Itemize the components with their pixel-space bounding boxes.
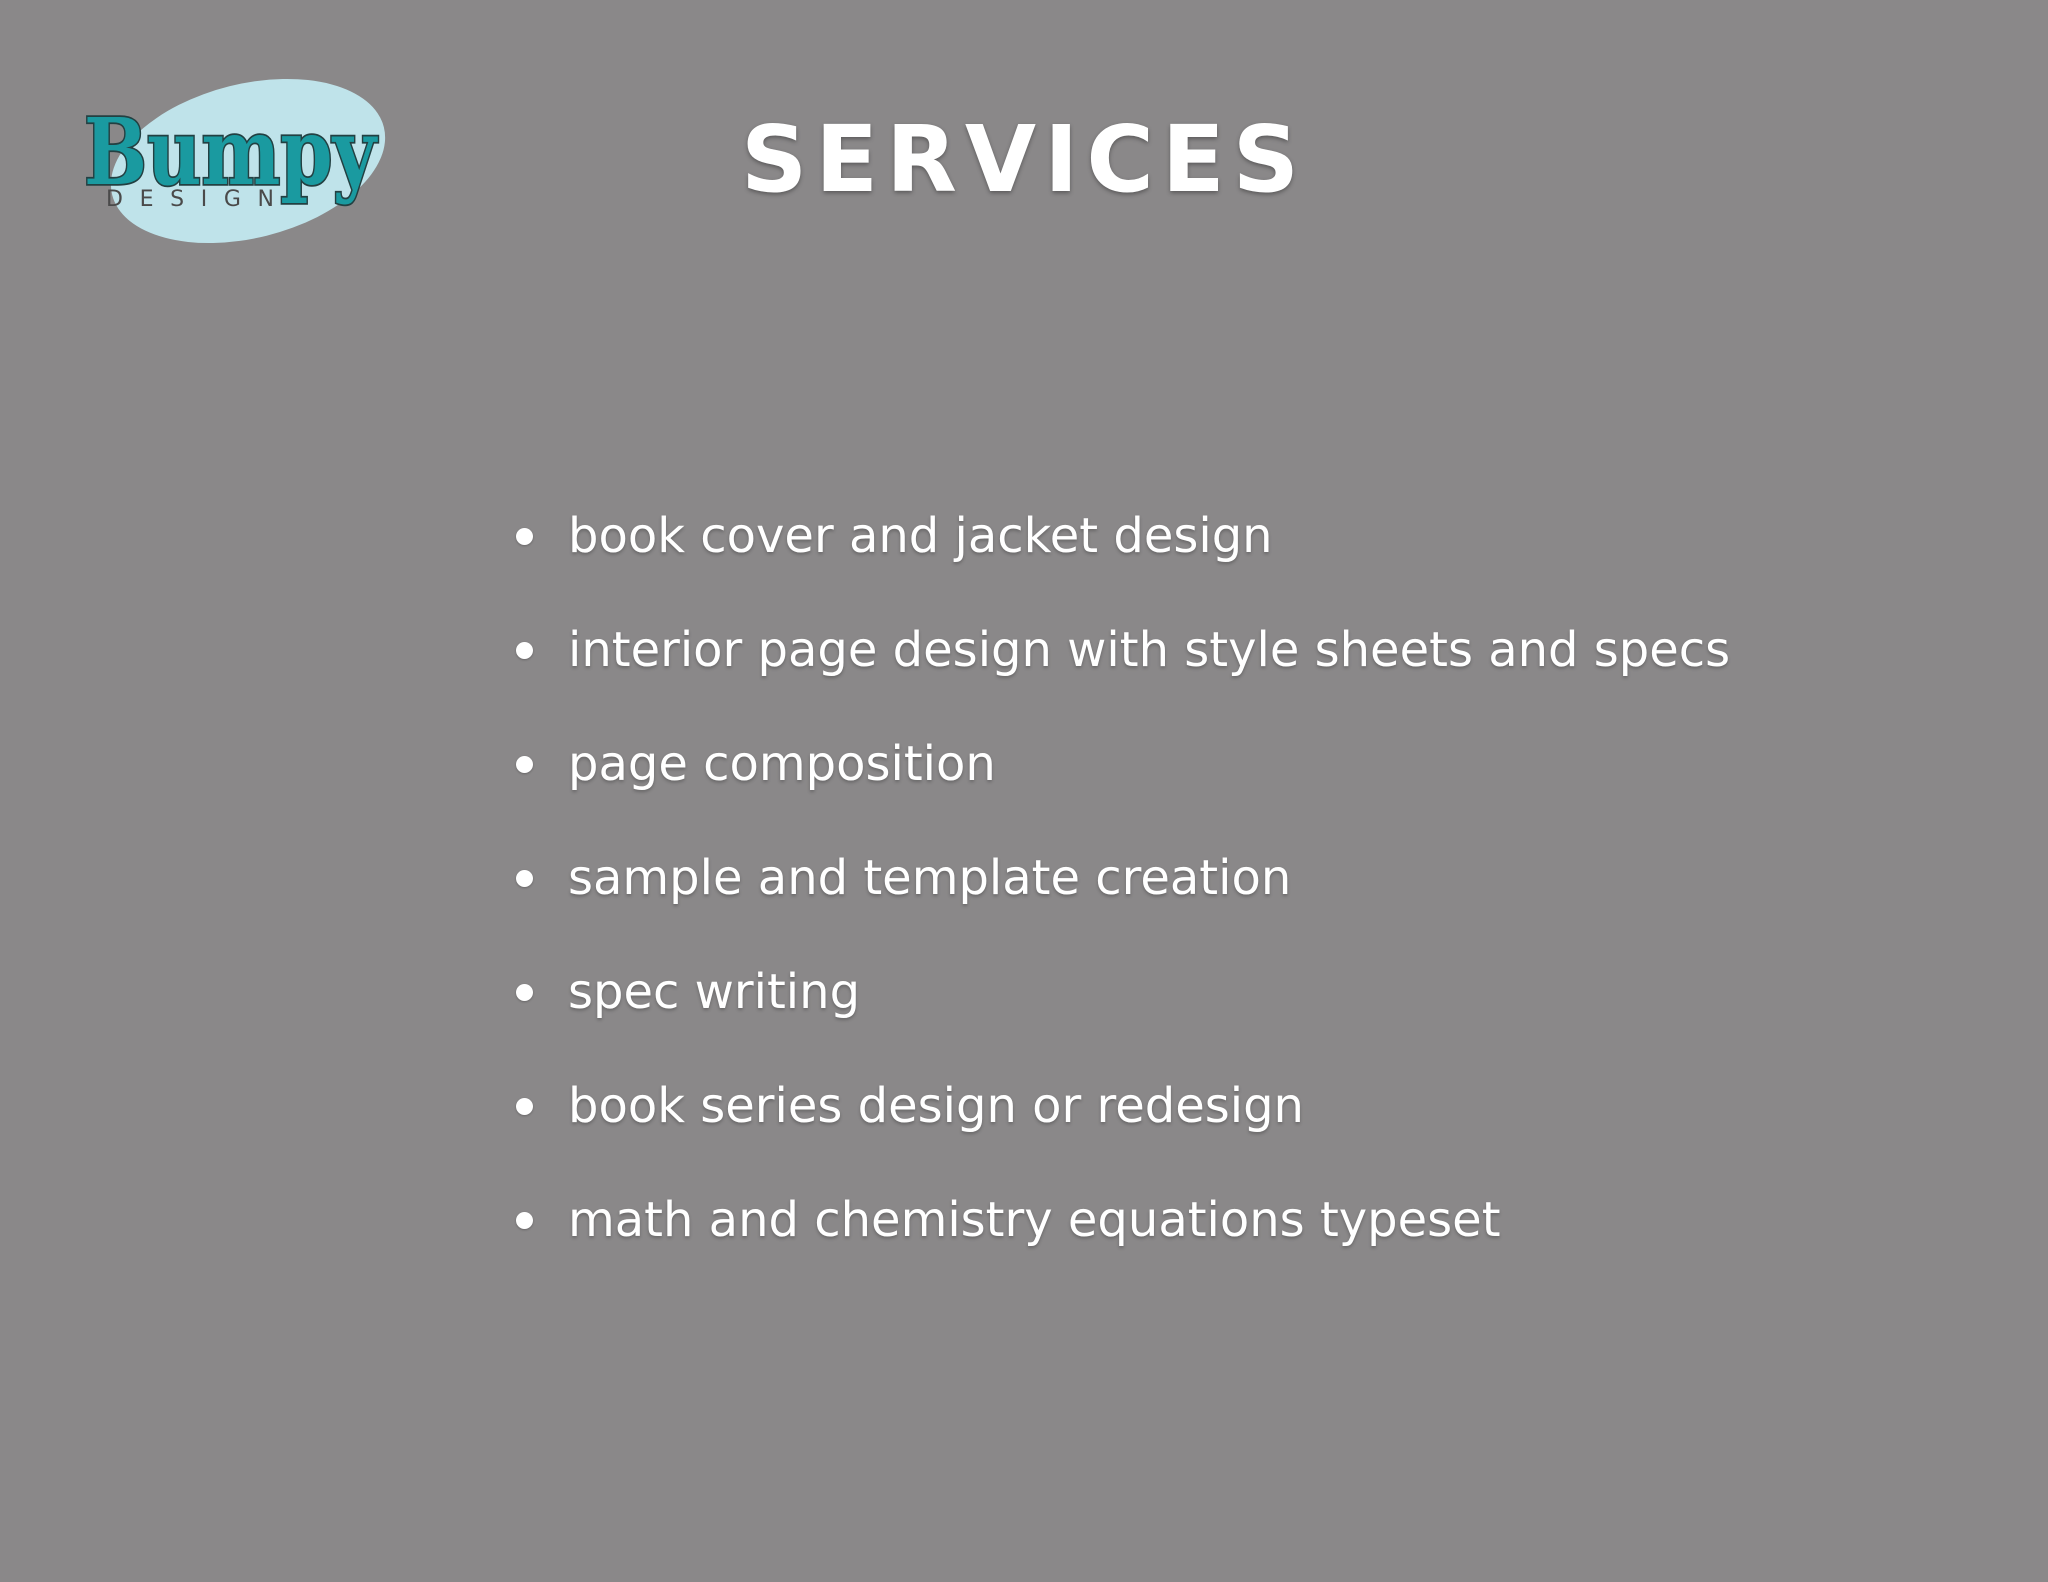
bullet-icon [516, 756, 533, 773]
service-item [510, 839, 1730, 953]
logo-wordmark: Bumpy [84, 98, 379, 206]
service-item-label: page composition [568, 736, 996, 792]
bullet-icon [516, 984, 533, 1001]
service-item-label: spec writing [568, 964, 861, 1020]
service-item [510, 611, 1730, 725]
service-item-label: sample and template creation [568, 850, 1292, 906]
service-item [510, 1181, 1730, 1295]
service-item [510, 1067, 1730, 1181]
service-item-label: interior page design with style sheets and specs [568, 622, 1731, 678]
bullet-icon [516, 1212, 533, 1229]
service-item [510, 725, 1730, 839]
service-item-label: book series design or redesign [568, 1078, 1304, 1134]
bullet-icon [516, 870, 533, 887]
bullet-icon [516, 642, 533, 659]
service-item-label: book cover and jacket design [568, 508, 1273, 564]
service-item [510, 497, 1730, 611]
bullet-icon [516, 528, 533, 545]
bullet-icon [516, 1098, 533, 1115]
service-item [510, 953, 1730, 1067]
logo-tagline: DESIGN [106, 187, 274, 212]
page-title: SERVICES [740, 106, 1307, 213]
services-list [510, 497, 1730, 1295]
service-item-label: math and chemistry equations typeset [568, 1192, 1501, 1248]
